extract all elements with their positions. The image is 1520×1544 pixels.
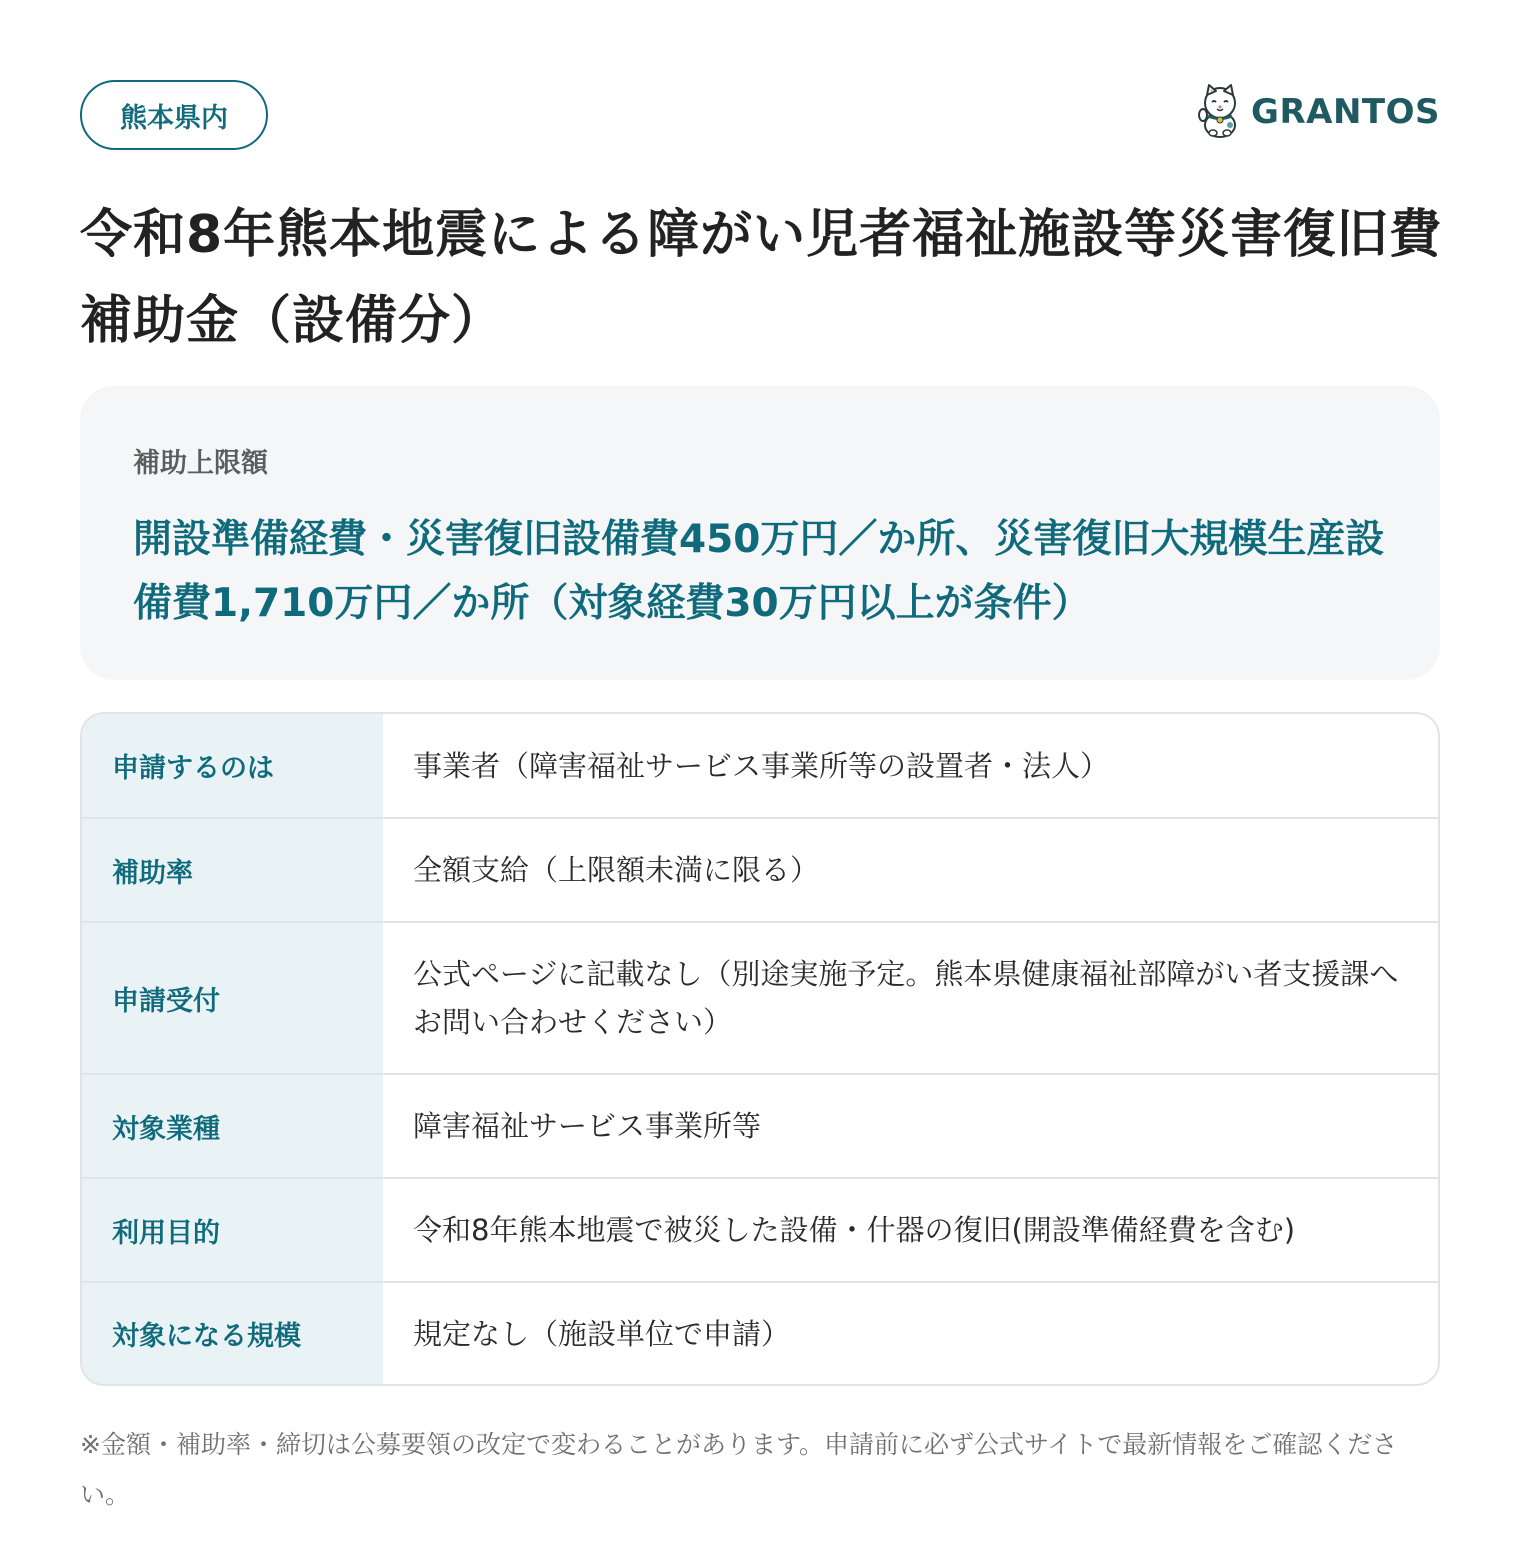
details-table <box>80 712 1440 1386</box>
table-row-industry <box>82 1073 1438 1177</box>
row-value: 規定なし（施設単位で申請） <box>413 1316 791 1351</box>
row-label: 対象になる規模 <box>82 1283 383 1384</box>
maneki-neko-cat-icon <box>1197 81 1243 143</box>
row-value: 障害福祉サービス事業所等 <box>413 1109 762 1143</box>
table-row-application-period <box>82 921 1438 1073</box>
table-row-applicant <box>82 714 1438 817</box>
table-row-subsidy-rate <box>82 817 1438 921</box>
row-label: 申請受付 <box>82 923 383 1073</box>
subsidy-limit-value: 開設準備経費・災害復旧設備費450万円／か所、災害復旧大規模生産設備費1,710万円／か所（対象経費30万円以上が条件） <box>133 517 1385 626</box>
grantos-logo[interactable] <box>1197 82 1440 142</box>
table-row-purpose <box>82 1177 1438 1281</box>
region-badge: 熊本県内 <box>80 80 268 150</box>
row-value: 事業者（障害福祉サービス事業所等の設置者・法人） <box>413 748 1110 783</box>
footnote: ※金額・補助率・締切は公募要領の改定で変わることがあります。申請前に必ず公式サイトで最新情報をご確認ください。 <box>80 1430 1398 1509</box>
row-label: 申請するのは <box>82 714 383 817</box>
row-label: 利用目的 <box>82 1179 383 1281</box>
row-value: 全額支給（上限額未満に限る） <box>413 853 820 887</box>
table-row-scale <box>82 1281 1438 1384</box>
row-value: 公式ページに記載なし（別途実施予定。熊本県健康福祉部障がい者支援課へお問い合わせください） <box>413 957 1399 1039</box>
subsidy-limit-card <box>80 386 1440 680</box>
row-value: 令和8年熊本地震で被災した設備・什器の復旧(開設準備経費を含む) <box>413 1213 1296 1247</box>
row-label: 対象業種 <box>82 1075 383 1177</box>
subsidy-limit-label: 補助上限額 <box>133 448 268 479</box>
logo-text: GRANTOS <box>1251 92 1440 132</box>
row-label: 補助率 <box>82 819 383 921</box>
page-title: 令和8年熊本地震による障がい児者福祉施設等災害復旧費補助金（設備分） <box>80 205 1443 351</box>
